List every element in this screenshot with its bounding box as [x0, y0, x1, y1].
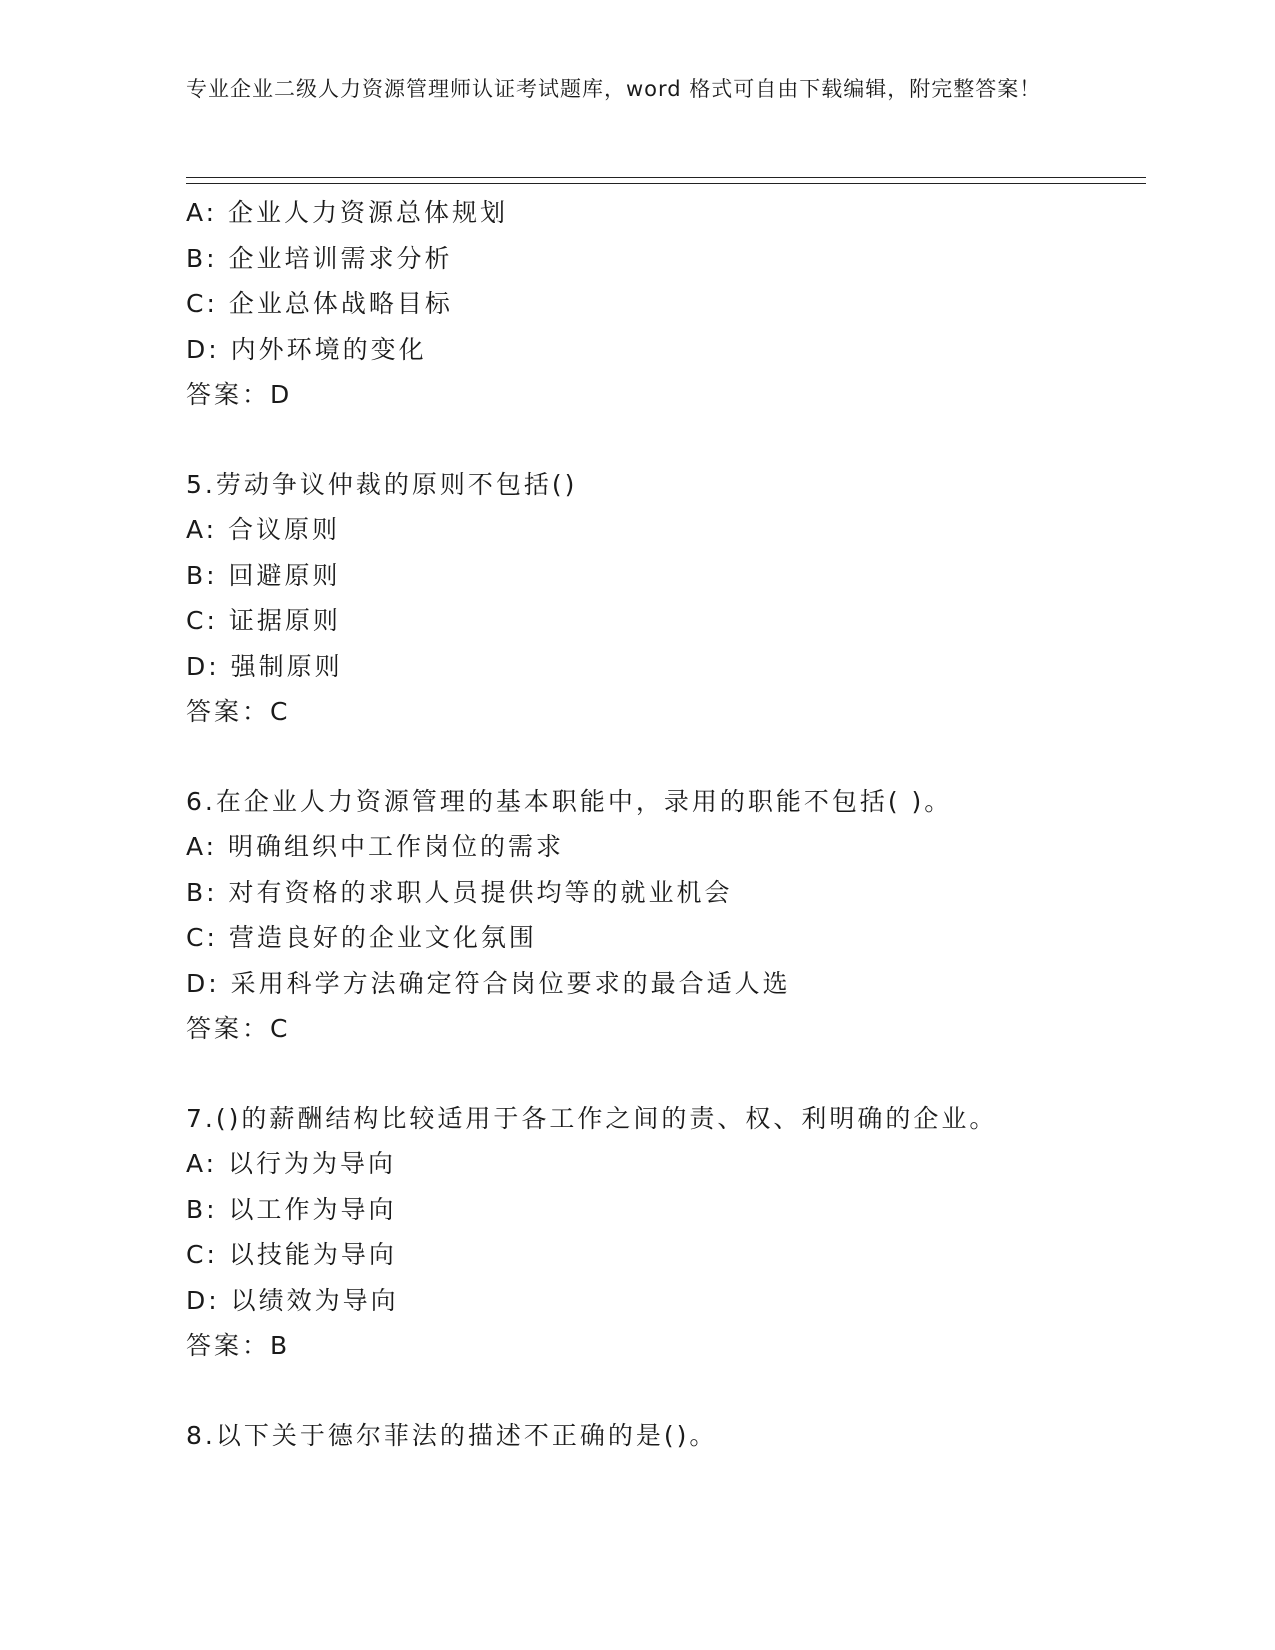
option-b: B: 企业培训需求分析	[186, 243, 453, 273]
question-stem: 6.在企业人力资源管理的基本职能中，录用的职能不包括( )。	[186, 786, 953, 816]
question-4	[186, 190, 1146, 418]
option-d: D: 强制原则	[186, 651, 343, 681]
option-d: D: 内外环境的变化	[186, 334, 427, 364]
spacer	[186, 418, 1146, 462]
header-divider	[186, 177, 1146, 184]
question-7	[186, 1096, 1146, 1369]
answer: 答案：C	[186, 697, 291, 726]
option-d: D: 采用科学方法确定符合岗位要求的最合适人选	[186, 968, 791, 998]
question-list	[186, 190, 1146, 1458]
answer: 答案：C	[186, 1014, 291, 1043]
answer: 答案：B	[186, 1331, 291, 1360]
question-5	[186, 462, 1146, 735]
spacer	[186, 1369, 1146, 1413]
option-a: A: 合议原则	[186, 515, 341, 544]
option-a: A: 企业人力资源总体规划	[186, 198, 509, 227]
option-c: C: 证据原则	[186, 606, 341, 635]
option-c: C: 企业总体战略目标	[186, 289, 453, 318]
question-stem: 7.()的薪酬结构比较适用于各工作之间的责、权、利明确的企业。	[186, 1103, 998, 1133]
page-header	[186, 74, 1086, 105]
question-6	[186, 779, 1146, 1052]
header-text: 专业企业二级人力资源管理师认证考试题库，word 格式可自由下载编辑，附完整答案！	[186, 77, 1042, 101]
option-c: C: 以技能为导向	[186, 1240, 397, 1269]
option-d: D: 以绩效为导向	[186, 1285, 399, 1315]
spacer	[186, 1052, 1146, 1096]
question-stem: 8.以下关于德尔菲法的描述不正确的是()。	[186, 1420, 718, 1450]
question-stem: 5.劳动争议仲裁的原则不包括()	[186, 469, 578, 499]
question-8	[186, 1413, 1146, 1459]
option-c: C: 营造良好的企业文化氛围	[186, 923, 537, 952]
option-b: B: 以工作为导向	[186, 1194, 397, 1224]
spacer	[186, 735, 1146, 779]
option-b: B: 回避原则	[186, 560, 341, 590]
answer: 答案：D	[186, 380, 293, 409]
option-a: A: 以行为为导向	[186, 1149, 397, 1178]
option-b: B: 对有资格的求职人员提供均等的就业机会	[186, 877, 733, 907]
option-a: A: 明确组织中工作岗位的需求	[186, 832, 565, 861]
